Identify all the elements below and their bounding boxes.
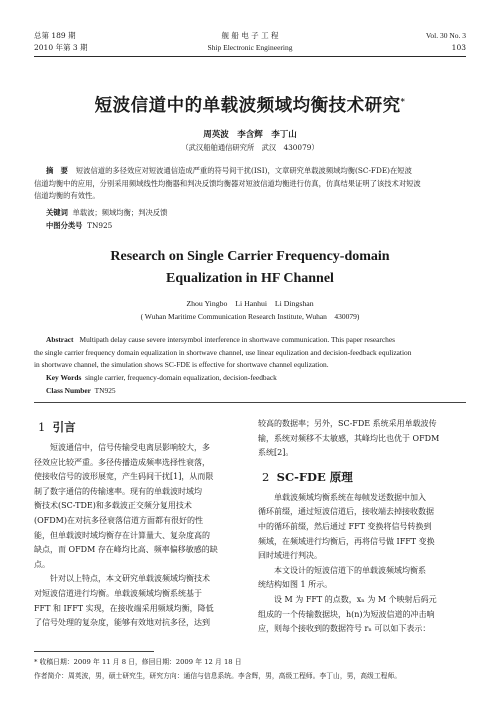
right-line: 设 M 为 FFT 的点数，xₙ 为 M 个映射后码元 [258, 594, 437, 604]
class-number-en-label: Class Number [46, 386, 91, 395]
header-journal-en: Ship Electronic Engineering [207, 43, 293, 52]
footnote-received: * 收稿日期：2009 年 11 月 8 日，修回日期：2009 年 12 月 18 日 [34, 658, 242, 666]
abstract-en-text-1: Multipath delay cause severe intersymbol interference in shortwave communication. This paper researches [79, 335, 396, 344]
left-line: 能，但单载波时域均衡存在计算量大、复杂度高的 [34, 530, 210, 540]
header-journal-cn: 舰 船 电 子 工 程 [221, 31, 279, 40]
left-line: 短波通信中，信号传输受电离层影响较大，多 [34, 443, 210, 452]
right-line: 系统[2]。 [258, 448, 294, 458]
right-column [258, 417, 466, 637]
right-line: 回时域进行判决。 [258, 551, 322, 561]
left-line: 了信号处理的复杂度，能够有效地对抗多径，达到 [34, 618, 210, 628]
keywords-cn-text: 单载波；频域均衡；判决反馈 [72, 208, 168, 217]
footnote-rule [34, 651, 154, 652]
class-number-cn [46, 220, 112, 233]
abstract-cn-line-2: 信道均衡中的应用，分别采用频域线性均衡器和判决反馈均衡器对短波信道均衡进行仿真，仿真结果证明了该技术对短波 [34, 178, 421, 188]
header-issue-year: 2010 年第 3 期 [34, 43, 88, 52]
keywords-en-text: single carrier, frequency-domain equalization, decision-feedback [85, 373, 277, 382]
abstract-en-line-2: the single carrier frequency domain equalization in shortwave channel, use linear equlization and decision-feedback equlization [34, 347, 412, 357]
section-1-number: 1 [38, 420, 46, 434]
abstract-cn-text-1: 短波信道的多径效应对短波通信造成严重的符号间干扰(ISI)，文章研究单载波频域均衡(SC-FDE)在短波 [75, 166, 412, 175]
section-2-heading [262, 469, 466, 485]
section-2-title: SC-FDE 原理 [276, 469, 353, 484]
header-page-number: 103 [451, 43, 466, 52]
header-rule [34, 56, 466, 57]
left-line: 使接收信号的波形展宽，产生码间干扰[1]，从而限 [34, 472, 214, 482]
abstract-en [34, 334, 466, 372]
left-line: FFT 和 IFFT 实现，在接收端采用频域均衡，降低 [34, 603, 214, 613]
abstract-cn-line-3: 信道均衡的有效性。 [34, 191, 100, 200]
keywords-en [46, 372, 277, 385]
right-line: 统结构如图 1 所示。 [258, 580, 333, 590]
right-line: 本文设计的短波信道下的单载波频域均衡系 [258, 565, 426, 575]
section-1-title: 引言 [52, 420, 76, 434]
right-line: 单载波频域均衡系统在每帧发送数据中加入 [258, 492, 426, 502]
left-line: 径效应比较严重。多径传播造成频率选择性衰落， [34, 457, 210, 467]
left-column [34, 419, 240, 631]
section-1-heading [38, 419, 240, 435]
right-column-top [258, 417, 466, 461]
keywords-cn-label: 关键词 [46, 208, 68, 217]
header-volume: Vol. 30 No. 3 [425, 31, 466, 40]
authors-cn: 周英波 李含辉 李丁山 [203, 130, 297, 140]
left-line: 针对以上特点，本文研究单载波频域均衡技术 [34, 574, 210, 584]
right-line: 中的循环前缀，然后通过 FFT 变换将信号转换到 [258, 521, 432, 531]
class-number-cn-label: 中图分类号 [46, 221, 83, 230]
left-line: (OFDM)在对抗多径衰落信道方面都有很好的性 [34, 515, 203, 525]
header-issue-total: 总第 189 期 [34, 31, 76, 40]
paper-title-en-line-2: Equalization in HF Channel [166, 271, 334, 286]
right-line: 应，则每个接收到的数据符号 rₙ 可以如下表示： [258, 624, 431, 634]
abstract-cn-label: 摘 要 [46, 166, 68, 175]
left-line: 点。 [34, 559, 50, 569]
left-line: 制了数字通信的传输速率。现有的单载波时域均 [34, 486, 202, 496]
paper-title-en-line-1: Research on Single Carrier Frequency-domain [110, 249, 390, 264]
class-number-en [46, 385, 116, 398]
abstract-en-line-3: in shortwave channel, the simulation shows SC-FDE is effective for shortwave channel equlization. [34, 360, 329, 369]
left-line: 缺点，而 OFDM 存在峰均比高、频率偏移敏感的缺 [34, 545, 218, 555]
left-line: 对短波信道进行均衡。单载波频域均衡系统基于 [34, 588, 202, 598]
abstract-cn-line-1 [34, 165, 466, 178]
abstract-cn [34, 165, 466, 203]
left-column-body [34, 441, 240, 631]
abstract-en-line-1 [34, 334, 466, 347]
left-line: 衡技术(SC-TDE)和多载波正交频分复用技术 [34, 501, 192, 511]
title-footnote-mark: * [400, 96, 406, 107]
section-2-number: 2 [262, 469, 270, 484]
paper-title-cn [0, 92, 500, 117]
paper-title-cn-text: 短波信道中的单载波频域均衡技术研究 [94, 96, 401, 116]
right-column-bottom [258, 491, 466, 637]
keywords-en-label: Key Words [46, 373, 82, 382]
class-number-en-text: TN925 [94, 386, 116, 395]
affiliation-en: ( Wuhan Maritime Communication Research Institute, Wuhan 430079) [140, 312, 360, 321]
abstract-en-label: Abstract [46, 335, 74, 344]
right-line: 输，系统对频移不太敏感，其峰均比也优于 OFDM [258, 433, 440, 443]
class-number-cn-text: TN925 [87, 221, 113, 230]
authors-en: Zhou Yingbo Li Hanhui Li Dingshan [186, 299, 314, 308]
right-line: 循环前缀，通过短波信道后，接收端去掉接收数据 [258, 507, 434, 517]
keywords-cn [46, 207, 167, 220]
abstract-divider [34, 402, 466, 403]
footnote-author: 作者简介：周英波，男，硕士研究生，研究方向：通信与信息系统。李含辉，男，高级工程师。李丁山，男，高级工程师。 [34, 672, 402, 680]
affiliation-cn: （武汉船舶通信研究所 武汉 430079） [181, 143, 319, 152]
right-line: 较高的数据率；另外，SC-FDE 系统采用单载波传 [258, 419, 437, 428]
right-line: 频域，在频域进行均衡后，再将信号做 IFFT 变换 [258, 536, 435, 546]
right-line: 组成的一个传输数据块，h(n)为短波信道的冲击响 [258, 609, 435, 619]
